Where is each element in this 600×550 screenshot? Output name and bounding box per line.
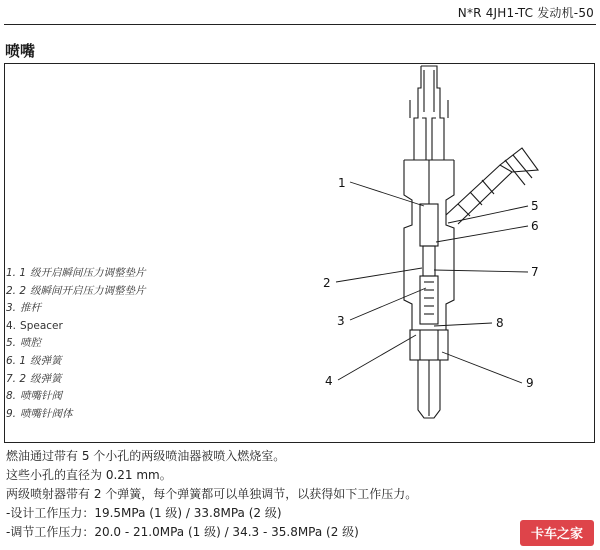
leader-line xyxy=(436,226,528,242)
leader-line xyxy=(336,268,422,282)
legend-num: 7. 2 xyxy=(6,372,27,385)
injector-diagram xyxy=(300,63,560,441)
legend-item xyxy=(6,388,206,406)
legend-name: 喷腔 xyxy=(20,337,42,350)
legend-num: 2. 2 xyxy=(6,284,27,297)
legend-item xyxy=(6,353,206,371)
legend-item xyxy=(6,300,206,318)
page-header-title: N*R 4JH1-TC 发动机-50 xyxy=(457,6,594,20)
description-line: 燃油通过带有 5 个小孔的两级喷油器被喷入燃烧室。 xyxy=(6,449,286,463)
legend-item xyxy=(6,371,206,389)
callout-3: 3 xyxy=(337,314,345,328)
callout-9: 9 xyxy=(526,376,534,390)
legend-name: 喷嘴针阀体 xyxy=(20,407,73,420)
legend-item xyxy=(6,318,206,336)
callout-5: 5 xyxy=(531,199,539,213)
watermark-text: 卡车之家 xyxy=(530,527,584,542)
description-line: -设计工作压力：19.5MPa (1 级) / 33.8MPa (2 级) xyxy=(6,506,282,520)
legend-num: 4. xyxy=(6,319,17,332)
legend-num: 3. xyxy=(6,302,17,315)
injector-outline xyxy=(404,66,538,418)
legend-num: 8. xyxy=(6,390,17,403)
legend-name: 级弹簧 xyxy=(30,354,62,367)
callout-1: 1 xyxy=(338,176,346,190)
legend-item xyxy=(6,283,206,301)
leader-line xyxy=(442,352,522,383)
legend-name: 推杆 xyxy=(20,302,42,315)
legend-num: 5. xyxy=(6,337,17,350)
callout-6: 6 xyxy=(531,219,539,233)
legend-name: 喷嘴针阀 xyxy=(20,390,63,403)
description-text xyxy=(6,447,417,542)
legend-name: Speacer xyxy=(20,319,63,332)
description-line: 这些小孔的直径为 0.21 mm。 xyxy=(6,468,172,482)
legend-item xyxy=(6,265,206,283)
header-divider xyxy=(4,24,596,25)
leader-line xyxy=(350,182,424,206)
legend-name: 级瞬间开启压力调整垫片 xyxy=(30,284,146,297)
callout-8: 8 xyxy=(496,316,504,330)
legend-num: 1. 1 xyxy=(6,267,27,279)
callout-2: 2 xyxy=(323,276,331,290)
leader-line xyxy=(434,323,492,326)
leader-line xyxy=(338,335,416,380)
section-title: 喷嘴 xyxy=(5,42,36,60)
legend-item xyxy=(6,335,206,353)
leader-line xyxy=(350,288,426,320)
legend-num: 6. 1 xyxy=(6,354,27,367)
legend-item xyxy=(6,406,206,424)
legend-name: 级开启瞬间压力调整垫片 xyxy=(30,267,146,279)
legend-name: 级弹簧 xyxy=(30,372,62,385)
legend-num: 9. xyxy=(6,407,17,420)
callout-7: 7 xyxy=(531,265,539,279)
leader-line xyxy=(434,270,528,272)
callout-4: 4 xyxy=(325,374,333,388)
description-line: -调节工作压力：20.0 - 21.0MPa (1 级) / 34.3 - 35.8MPa (2 级) xyxy=(6,525,359,539)
leader-line xyxy=(448,206,528,223)
description-line: 两级喷射器带有 2 个弹簧，每个弹簧都可以单独调节，以获得如下工作压力。 xyxy=(6,487,418,501)
parts-legend xyxy=(6,265,206,423)
watermark-logo xyxy=(520,520,594,546)
